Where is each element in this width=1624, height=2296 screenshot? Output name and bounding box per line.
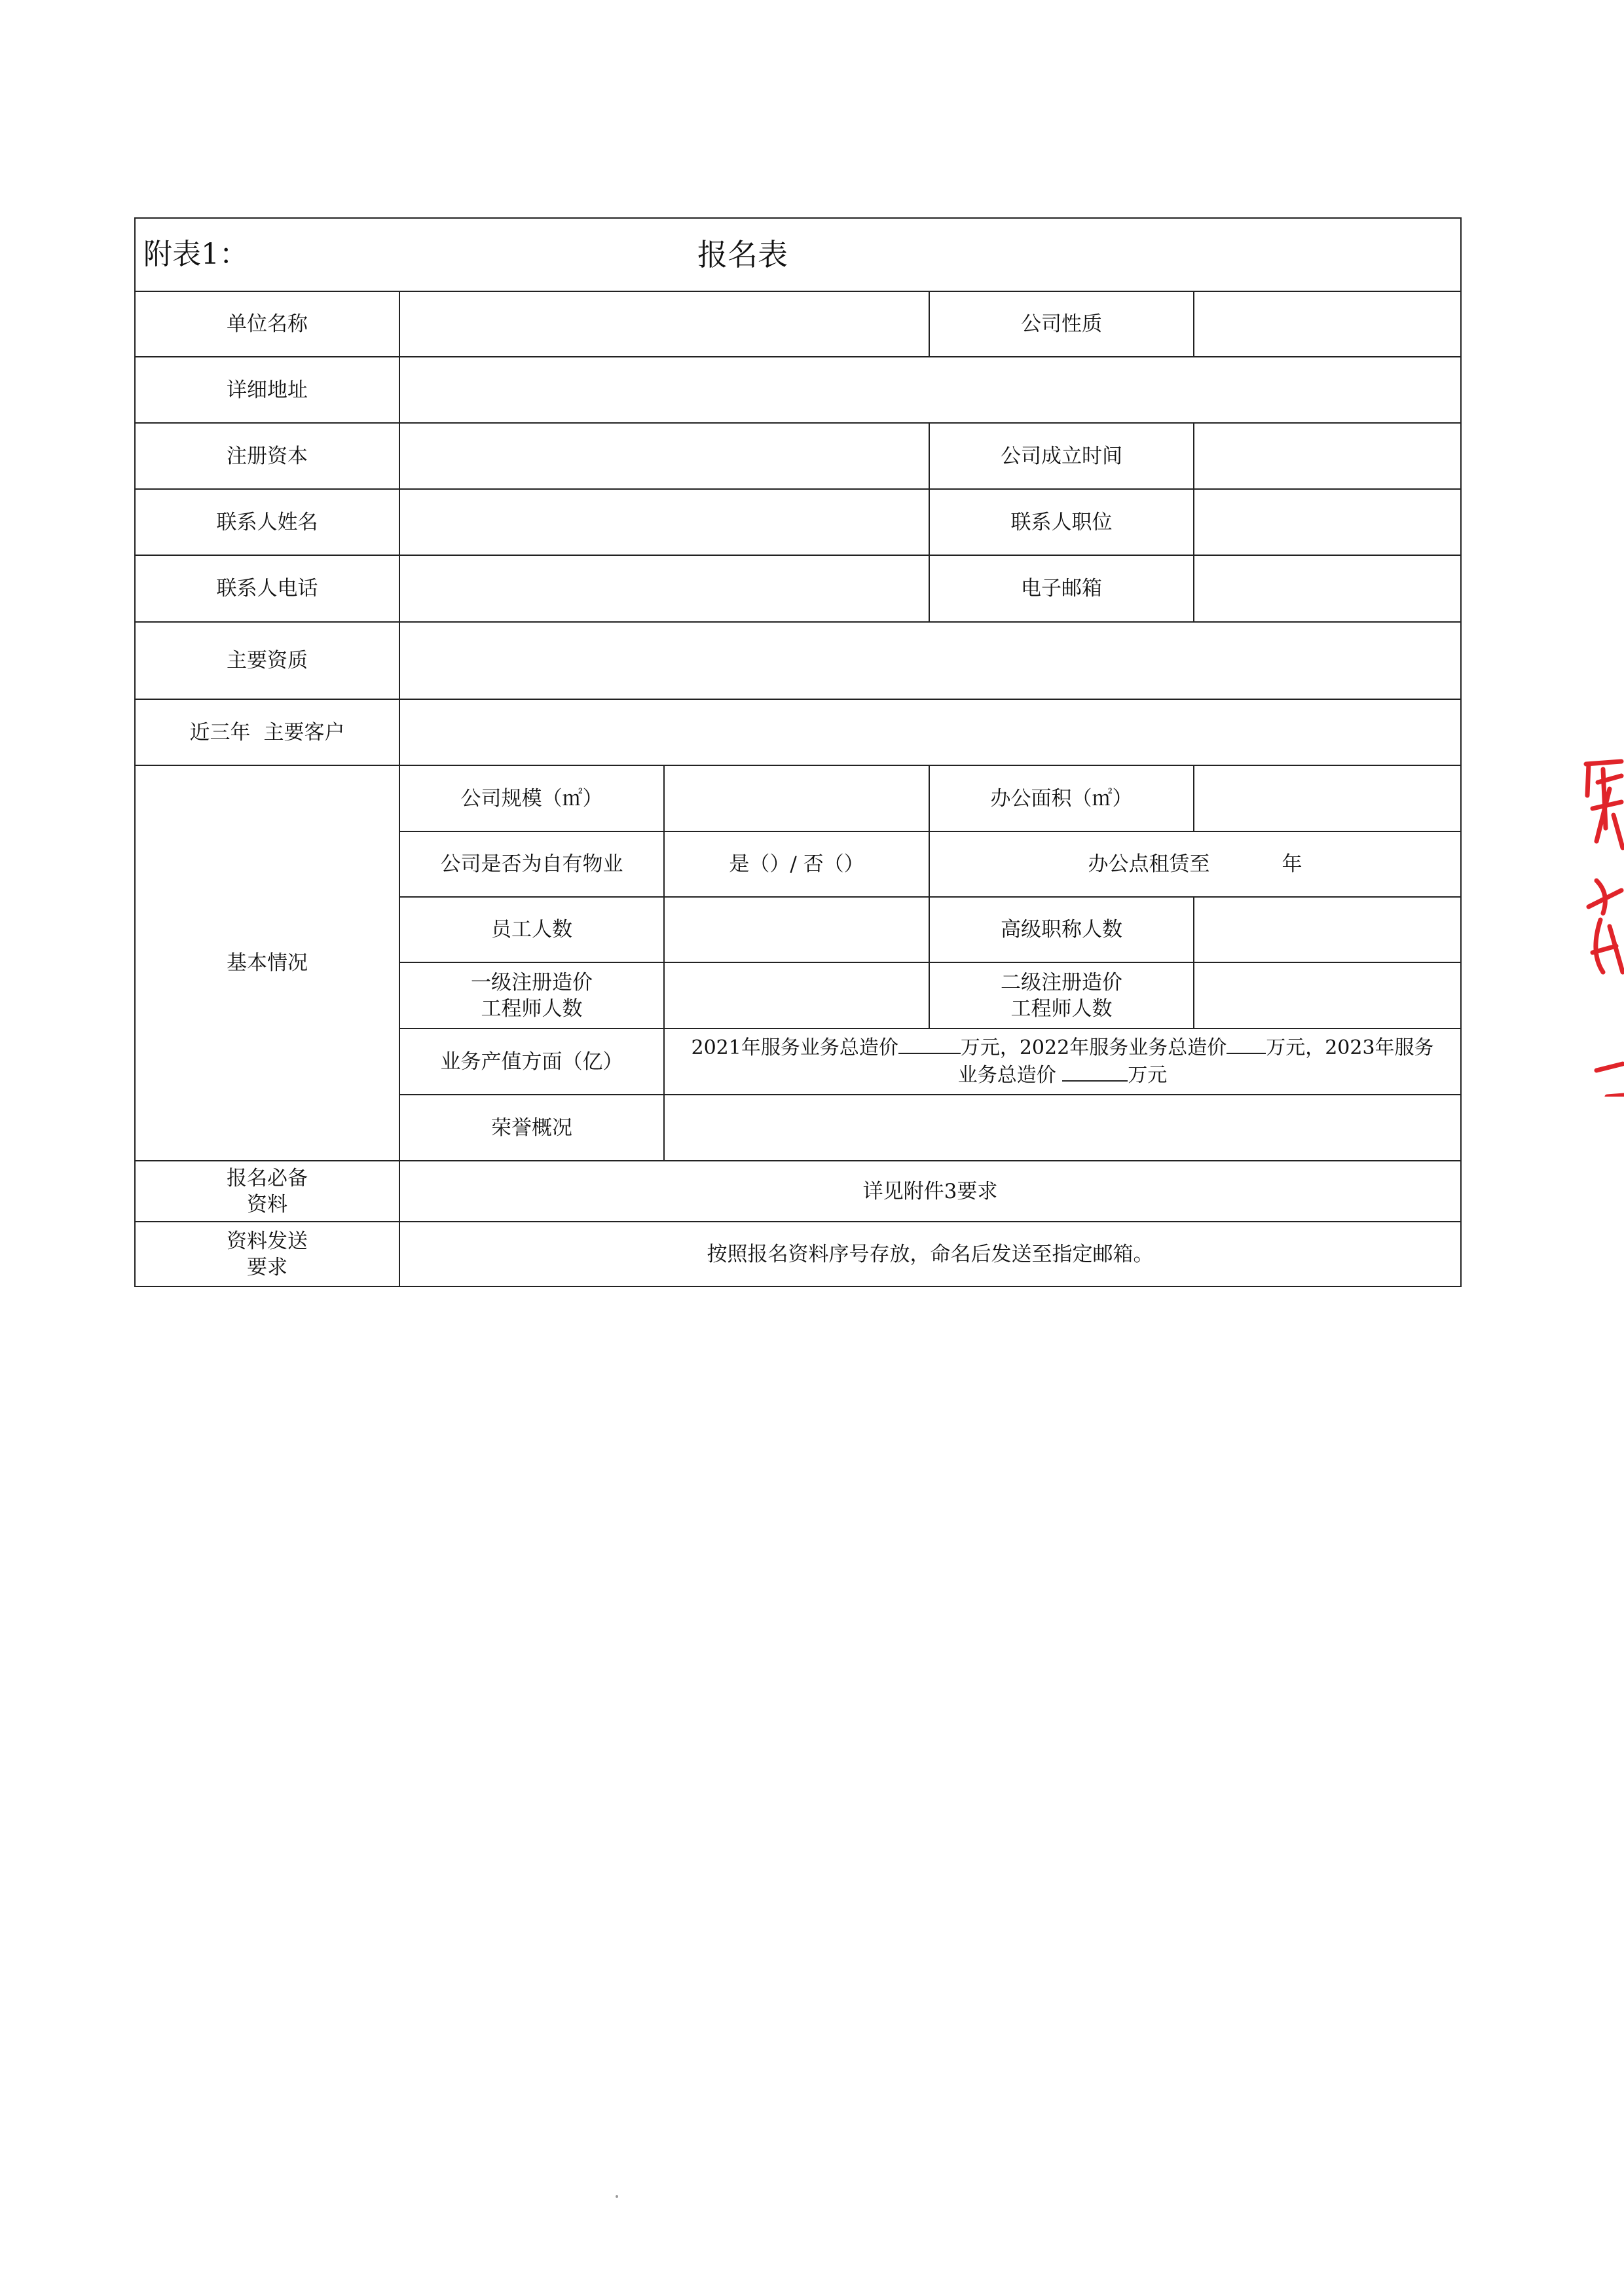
honors-label: 荣誉概况 bbox=[399, 1095, 664, 1161]
send-requirement-label bbox=[135, 1222, 399, 1286]
qualification-label: 主要资质 bbox=[135, 622, 399, 699]
staff-count-label: 员工人数 bbox=[399, 897, 664, 962]
clients-label-main: 主要客户 bbox=[263, 720, 345, 744]
form-title: 报名表 bbox=[697, 237, 788, 272]
office-area-field[interactable] bbox=[1194, 765, 1461, 831]
form-title-row bbox=[135, 218, 1461, 291]
output-2023-text-b: 业务总造价 bbox=[957, 1063, 1056, 1087]
clients-label-years: 近三年 bbox=[189, 720, 251, 744]
contact-name-field[interactable] bbox=[399, 489, 929, 555]
email-label: 电子邮箱 bbox=[929, 555, 1194, 622]
required-docs-label bbox=[135, 1161, 399, 1222]
registered-capital-field[interactable] bbox=[399, 423, 929, 489]
send-requirement-value: 按照报名资料序号存放，命名后发送至指定邮箱。 bbox=[399, 1222, 1461, 1286]
contact-position-label: 联系人职位 bbox=[929, 489, 1194, 555]
senior-title-label: 高级职称人数 bbox=[929, 897, 1194, 962]
send-requirement-line-a: 资料发送 bbox=[227, 1229, 308, 1253]
scan-speck bbox=[616, 2195, 618, 2198]
company-nature-label: 公司性质 bbox=[929, 291, 1194, 357]
contact-phone-field[interactable] bbox=[399, 555, 929, 622]
business-output-field[interactable] bbox=[664, 1029, 1461, 1095]
lease-year-label: 年 bbox=[1282, 852, 1302, 876]
company-scale-label: 公司规模（㎡） bbox=[399, 765, 664, 831]
lease-until-label: 办公点租赁至 bbox=[1088, 852, 1210, 876]
level2-line-b: 工程师人数 bbox=[1010, 996, 1113, 1021]
staff-count-field[interactable] bbox=[664, 897, 929, 962]
output-2023-unit: 万元 bbox=[1128, 1063, 1168, 1087]
seal-strokes bbox=[1586, 761, 1624, 1097]
founded-field[interactable] bbox=[1194, 423, 1461, 489]
office-area-label: 办公面积（㎡） bbox=[929, 765, 1194, 831]
registered-capital-label: 注册资本 bbox=[135, 423, 399, 489]
address-label: 详细地址 bbox=[135, 357, 399, 423]
founded-label: 公司成立时间 bbox=[929, 423, 1194, 489]
honors-field[interactable] bbox=[664, 1095, 1461, 1161]
business-output-label: 业务产值方面（亿） bbox=[399, 1029, 664, 1095]
own-property-label: 公司是否为自有物业 bbox=[399, 831, 664, 897]
output-2023-blank[interactable] bbox=[1062, 1062, 1128, 1082]
send-requirement-line-b: 要求 bbox=[247, 1255, 287, 1279]
contact-name-label: 联系人姓名 bbox=[135, 489, 399, 555]
qualification-field[interactable] bbox=[399, 622, 1461, 699]
unit-name-field[interactable] bbox=[399, 291, 929, 357]
senior-title-field[interactable] bbox=[1194, 897, 1461, 962]
address-field[interactable] bbox=[399, 357, 1461, 423]
level2-line-a: 二级注册造价 bbox=[1001, 970, 1122, 994]
clients-field[interactable] bbox=[399, 699, 1461, 765]
basic-info-label: 基本情况 bbox=[135, 765, 399, 1161]
email-field[interactable] bbox=[1194, 555, 1461, 622]
registration-form-table bbox=[134, 217, 1462, 1287]
appendix-prefix: 附表1： bbox=[143, 238, 248, 271]
required-docs-value: 详见附件3要求 bbox=[399, 1161, 1461, 1222]
official-seal-fragment bbox=[1583, 756, 1624, 1097]
own-property-options[interactable]: 是（）/ 否（） bbox=[664, 831, 929, 897]
clients-label bbox=[135, 699, 399, 765]
company-scale-field[interactable] bbox=[664, 765, 929, 831]
level1-cost-engineer-label bbox=[399, 962, 664, 1029]
contact-position-field[interactable] bbox=[1194, 489, 1461, 555]
contact-phone-label: 联系人电话 bbox=[135, 555, 399, 622]
output-2023-text: 万元，2023年服务 bbox=[1266, 1036, 1434, 1059]
unit-name-label: 单位名称 bbox=[135, 291, 399, 357]
output-2021-blank[interactable] bbox=[898, 1034, 961, 1054]
output-2021-text: 2021年服务业务总造价 bbox=[691, 1036, 898, 1059]
level2-cost-engineer-label bbox=[929, 962, 1194, 1029]
output-2022-text: 万元，2022年服务业务总造价 bbox=[960, 1036, 1227, 1059]
level1-line-a: 一级注册造价 bbox=[471, 970, 593, 994]
output-2022-blank[interactable] bbox=[1227, 1034, 1266, 1054]
level2-cost-engineer-field[interactable] bbox=[1194, 962, 1461, 1029]
required-docs-line-a: 报名必备 bbox=[227, 1166, 308, 1190]
company-nature-field[interactable] bbox=[1194, 291, 1461, 357]
level1-cost-engineer-field[interactable] bbox=[664, 962, 929, 1029]
level1-line-b: 工程师人数 bbox=[481, 996, 583, 1021]
required-docs-line-b: 资料 bbox=[247, 1192, 287, 1216]
lease-until-field[interactable] bbox=[929, 831, 1461, 897]
